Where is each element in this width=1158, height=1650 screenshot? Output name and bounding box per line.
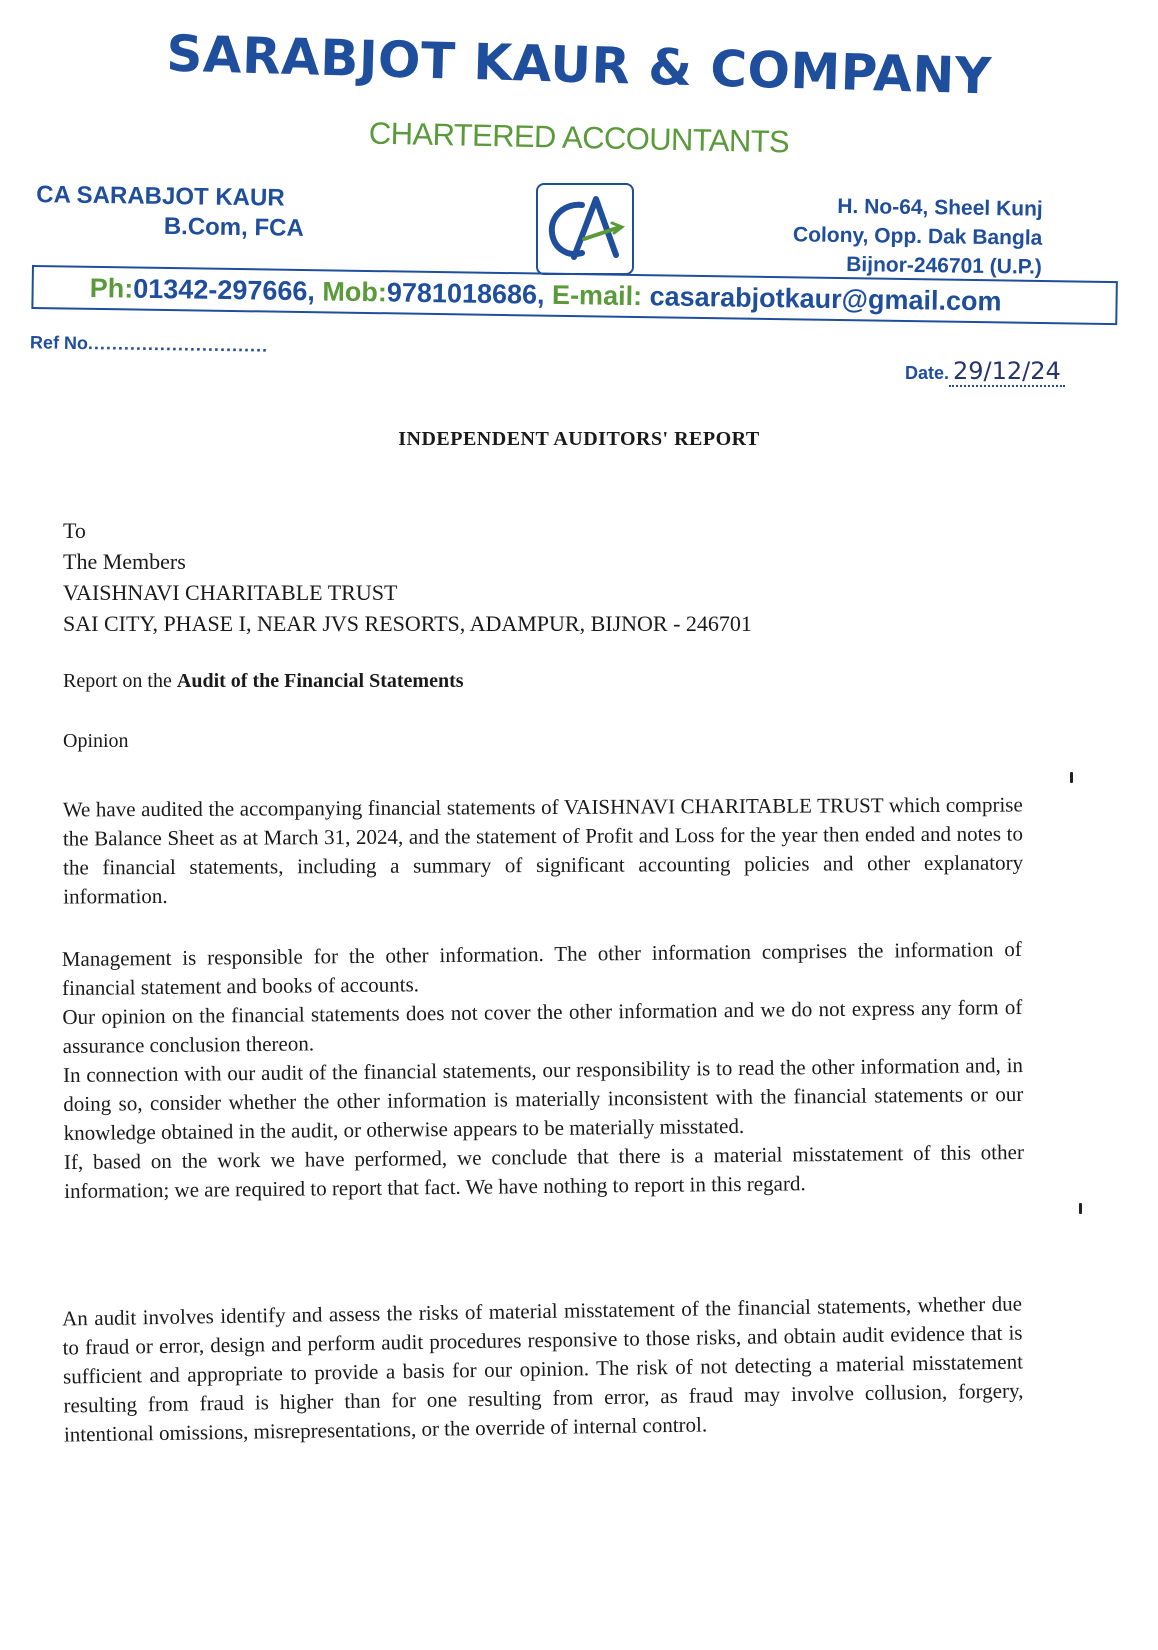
mobile-number: 9781018686, (386, 277, 545, 310)
other-info-paragraph: If, based on the work we have performed, we conclude that there is a material misstatement of this other information; we are required to report that fact. We have nothing to report in this regard. (63, 1139, 1025, 1204)
other-info-paragraph: In connection with our audit of the financial statements, our responsibility is to read the other information and, in doing so, consider whether the other information is materially inconsistent with the financial statements or our knowledge obtained in the audit, or otherwise appears to be materially misstated. (62, 1052, 1024, 1146)
addressee-block (63, 515, 752, 639)
address-line: Bijnor-246701 (U.P.) (845, 253, 1042, 279)
other-info-paragraph: Our opinion on the financial statements does not cover the other information and we do not express any form of assurance conclusion thereon. (62, 994, 1023, 1059)
mobile-label: Mob: (322, 276, 388, 308)
audit-paragraph (62, 1289, 1024, 1449)
opinion-text: We have audited the accompanying financial statements of VAISHNAVI CHARITABLE TRUST which comprise the Balance Sheet as at March 31, 2024, and the statement of Profit and Loss for the year then ended and notes to the financial statements, including a summary of significant accounting policies and other explanatory information. (62, 792, 1024, 909)
partner-block (36, 180, 305, 244)
report-title: INDEPENDENT AUDITORS' REPORT (398, 428, 760, 450)
partner-name: CA SARABJOT KAUR (36, 181, 285, 212)
date-label: Date. (905, 363, 950, 383)
ca-logo (536, 183, 634, 275)
phone-number: 01342-297666, (133, 273, 316, 307)
date-value: 29/12/24 (949, 357, 1065, 387)
email-address: casarabjotkaur@gmail.com (649, 281, 1002, 317)
firm-address (792, 191, 1043, 281)
ref-label: Ref No (29, 332, 89, 354)
address-line: H. No-64, Sheel Kunj (836, 194, 1043, 221)
date-field (905, 357, 1065, 385)
section-heading-prefix: Report on the (63, 670, 177, 692)
margin-mark (1079, 1203, 1082, 1214)
section-heading-bold: Audit of the Financial Statements (176, 670, 464, 692)
ref-dots: .............................. (87, 333, 269, 356)
partner-qualification: B.Com, FCA (163, 212, 304, 242)
addressee: The Members (63, 549, 186, 574)
address-line: Colony, Opp. Dak Bangla (792, 223, 1043, 250)
to-line: To (63, 518, 86, 543)
ref-number (30, 332, 268, 356)
section-heading (63, 670, 464, 693)
ca-logo-icon (538, 185, 632, 273)
other-info-paragraph: Management is responsible for the other information. The other information comprises the information of financial statement and books of accounts. (61, 936, 1022, 1001)
entity-address: SAI CITY, PHASE I, NEAR JVS RESORTS, ADAMPUR, BIJNOR - 246701 (63, 611, 752, 636)
firm-subtitle: CHARTERED ACCOUNTANTS (368, 115, 790, 160)
opinion-paragraph (63, 790, 1024, 911)
opinion-heading: Opinion (63, 730, 129, 752)
email-label: E-mail: (551, 279, 643, 312)
other-information-section (62, 935, 1025, 1206)
entity-name: VAISHNAVI CHARITABLE TRUST (63, 580, 398, 605)
phone-label: Ph: (89, 273, 134, 304)
margin-mark (1070, 772, 1073, 783)
audit-text: An audit involves identify and assess the risks of material misstatement of the financial statements, whether due to fraud or error, design and perform audit procedures responsive to those risks, and obtain audit evidence that is sufficient and appropriate to provide a basis for our opinion. The risk of not detecting a material misstatement resulting from fraud is higher than for one resulting from error, as fraud may involve collusion, forgery, intentional omissions, misrepresentations, or the override of internal control. (61, 1291, 1024, 1447)
firm-name: SARABJOT KAUR & COMPANY (165, 24, 993, 106)
